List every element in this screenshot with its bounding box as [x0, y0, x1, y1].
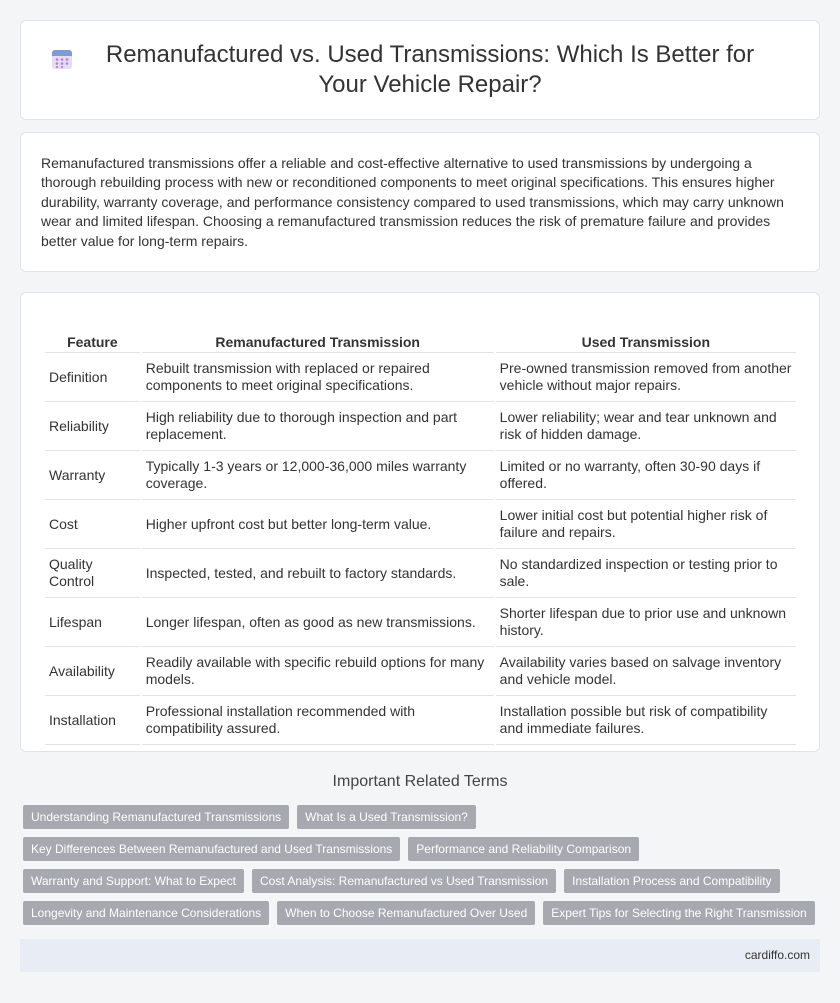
- table-row: [45, 598, 796, 647]
- related-terms-title: Important Related Terms: [332, 773, 508, 790]
- remanufactured-cell: Higher upfront cost but better long-term value.: [142, 500, 494, 549]
- table-row: [45, 647, 796, 696]
- related-term-tag[interactable]: Installation Process and Compatibility: [564, 869, 779, 893]
- related-term-tag[interactable]: Performance and Reliability Comparison: [408, 837, 639, 861]
- remanufactured-cell: Readily available with specific rebuild options for many models.: [142, 647, 494, 696]
- related-term-tag[interactable]: Key Differences Between Remanufactured and Used Transmissions: [23, 837, 400, 861]
- feature-cell: Availability: [45, 647, 140, 696]
- title-card: [20, 20, 820, 120]
- footer: [20, 939, 820, 972]
- remanufactured-cell: Longer lifespan, often as good as new transmissions.: [142, 598, 494, 647]
- feature-cell: Cost: [45, 500, 140, 549]
- used-cell: Limited or no warranty, often 30-90 days if offered.: [496, 451, 796, 500]
- header-feature: Feature: [45, 311, 140, 353]
- feature-cell: Quality Control: [45, 549, 140, 598]
- table-row: [45, 451, 796, 500]
- feature-cell: Reliability: [45, 402, 140, 451]
- related-term-tag[interactable]: Longevity and Maintenance Considerations: [23, 901, 269, 925]
- comparison-card: [20, 292, 820, 752]
- feature-cell: Warranty: [45, 451, 140, 500]
- table-row: [45, 696, 796, 745]
- table-header-row: [45, 311, 796, 353]
- table-row: [45, 500, 796, 549]
- intro-card: [20, 132, 820, 272]
- used-cell: Installation possible but risk of compatibility and immediate failures.: [496, 696, 796, 745]
- remanufactured-cell: Typically 1-3 years or 12,000-36,000 miles warranty coverage.: [142, 451, 494, 500]
- used-cell: Pre-owned transmission removed from another vehicle without major repairs.: [496, 353, 796, 402]
- table-row: [45, 549, 796, 598]
- header-used: Used Transmission: [496, 311, 796, 353]
- related-term-tag[interactable]: Expert Tips for Selecting the Right Transmission: [543, 901, 814, 925]
- feature-cell: Definition: [45, 353, 140, 402]
- related-term-tag[interactable]: Cost Analysis: Remanufactured vs Used Transmission: [252, 869, 556, 893]
- feature-cell: Lifespan: [45, 598, 140, 647]
- feature-cell: Installation: [45, 696, 140, 745]
- footer-site-link[interactable]: cardiffo.com: [744, 948, 810, 962]
- table-row: [45, 353, 796, 402]
- intro-text: Remanufactured transmissions offer a reliable and cost-effective alternative to used transmissions by undergoing a thorough rebuilding process with new or reconditioned components to meet original specifications. This ensures higher durability, warranty coverage, and performance consistency compared to used transmissions, which may carry unknown wear and limited lifespan. Choosing a remanufactured transmission reduces the risk of premature failure and provides better value for long-term repairs.: [41, 155, 784, 249]
- related-term-tag[interactable]: Understanding Remanufactured Transmissions: [23, 805, 289, 829]
- comparison-table: [43, 311, 798, 745]
- remanufactured-cell: Rebuilt transmission with replaced or repaired components to meet original specifications.: [142, 353, 494, 402]
- related-terms-list: [23, 805, 823, 933]
- header-remanufactured: Remanufactured Transmission: [142, 311, 494, 353]
- remanufactured-cell: Inspected, tested, and rebuilt to factory standards.: [142, 549, 494, 598]
- related-term-tag[interactable]: What Is a Used Transmission?: [297, 805, 476, 829]
- related-term-tag[interactable]: Warranty and Support: What to Expect: [23, 869, 244, 893]
- remanufactured-cell: High reliability due to thorough inspection and part replacement.: [142, 402, 494, 451]
- page-title: Remanufactured vs. Used Transmissions: Which Is Better for Your Vehicle Repair?: [105, 41, 755, 98]
- table-row: [45, 402, 796, 451]
- remanufactured-cell: Professional installation recommended with compatibility assured.: [142, 696, 494, 745]
- used-cell: Lower initial cost but potential higher risk of failure and repairs.: [496, 500, 796, 549]
- used-cell: No standardized inspection or testing prior to sale.: [496, 549, 796, 598]
- used-cell: Lower reliability; wear and tear unknown and risk of hidden damage.: [496, 402, 796, 451]
- used-cell: Shorter lifespan due to prior use and unknown history.: [496, 598, 796, 647]
- related-term-tag[interactable]: When to Choose Remanufactured Over Used: [277, 901, 535, 925]
- used-cell: Availability varies based on salvage inventory and vehicle model.: [496, 647, 796, 696]
